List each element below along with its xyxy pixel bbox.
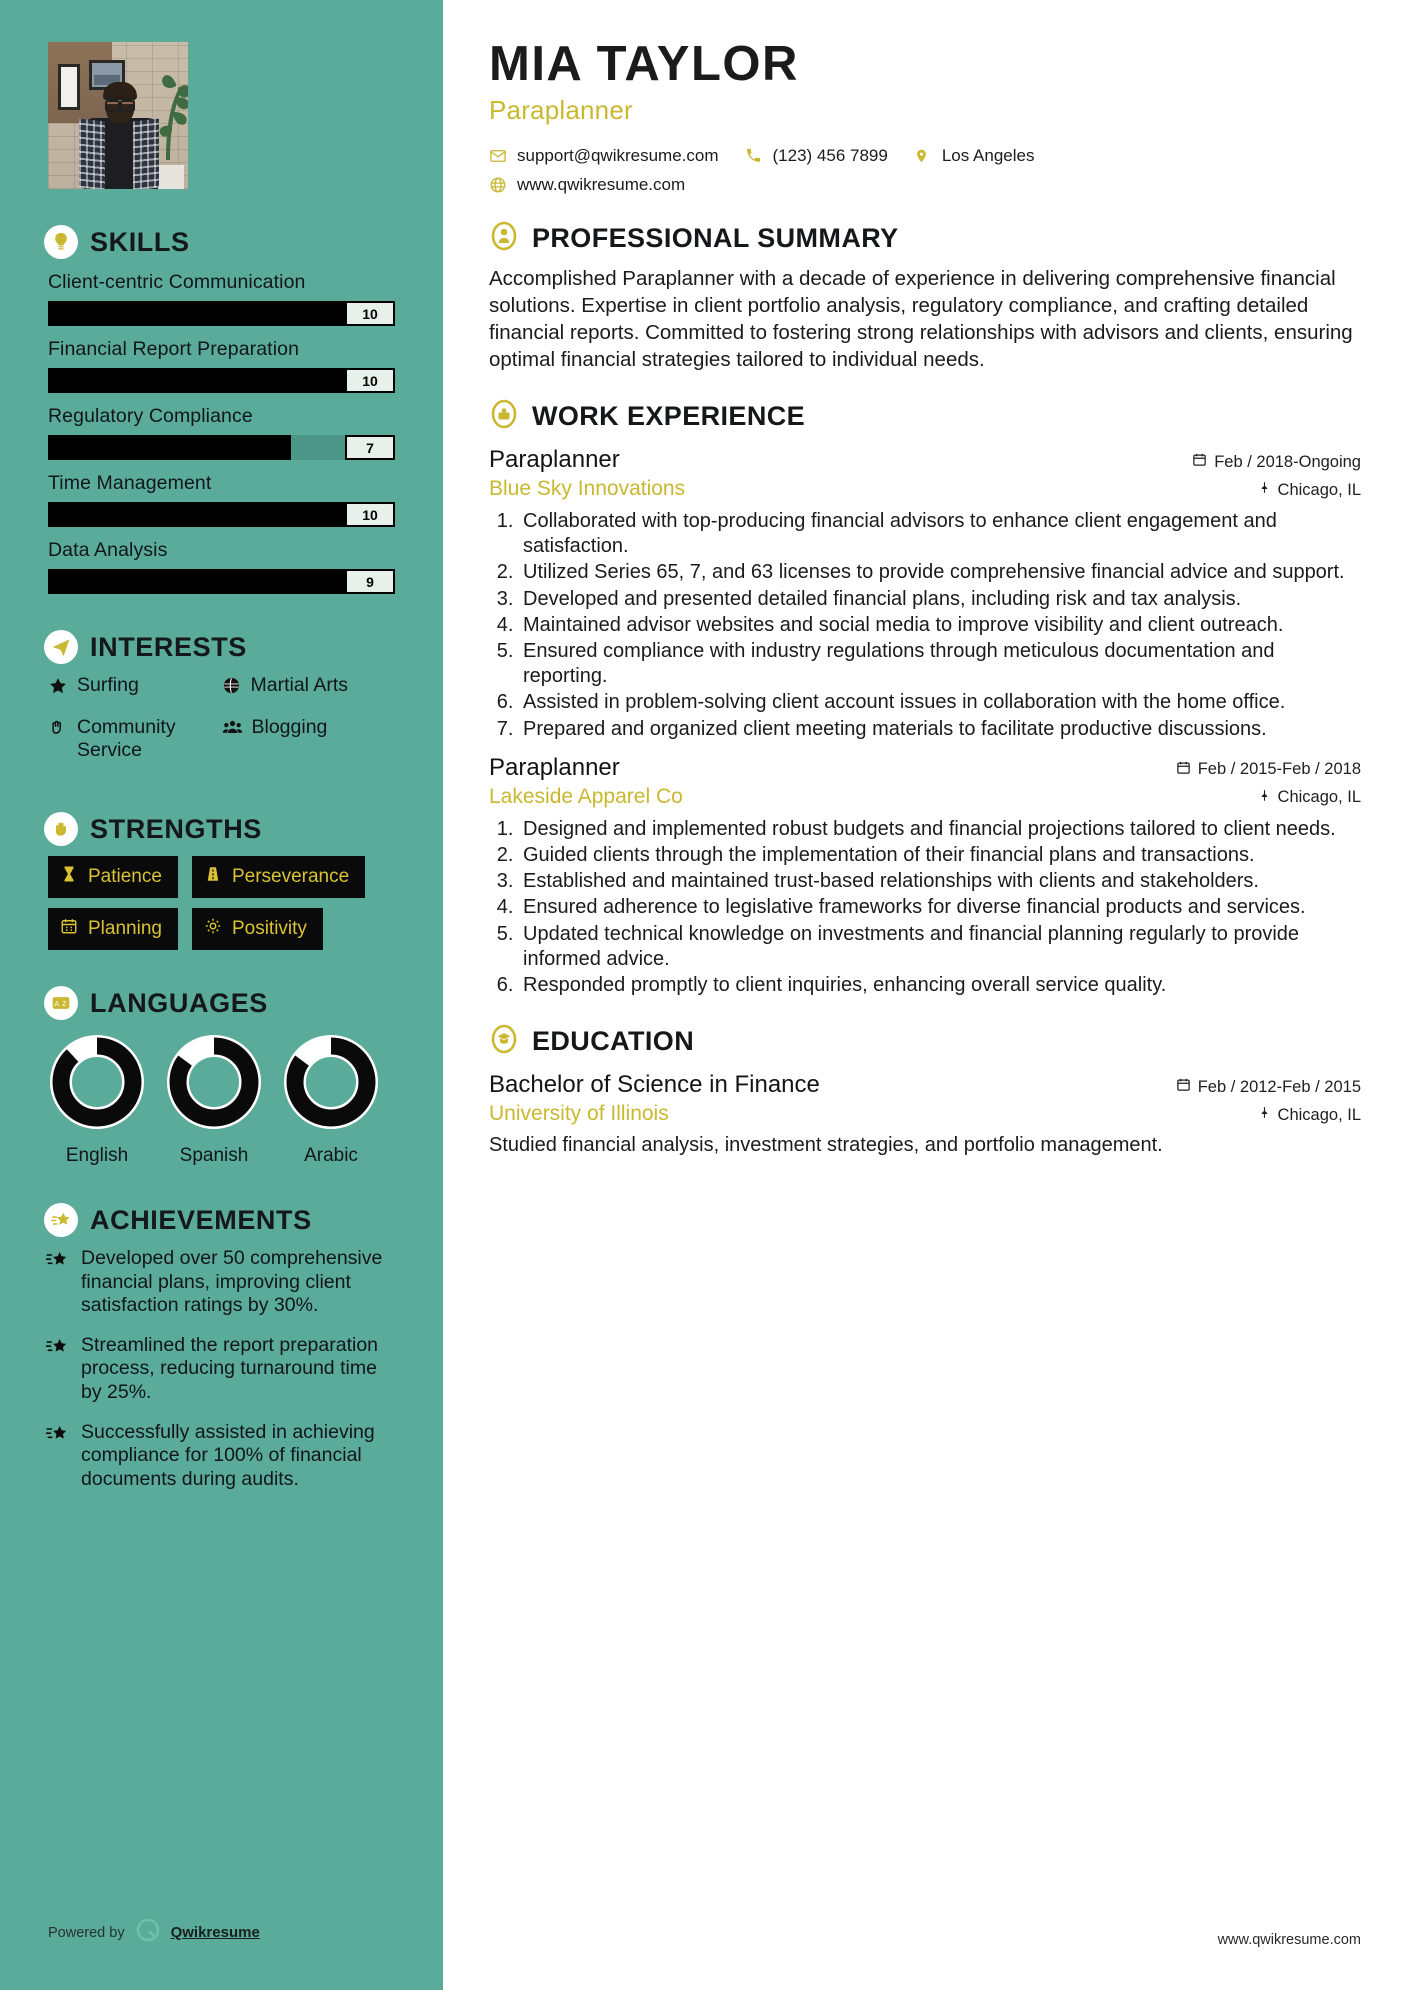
job-bullets — [519, 509, 1361, 742]
achievements-list — [46, 1247, 397, 1491]
contact-phone[interactable] — [745, 146, 888, 166]
skill-bar — [48, 368, 395, 393]
skill-label: Financial Report Preparation — [48, 338, 300, 360]
photo-person-shirt-right — [133, 119, 159, 189]
phone-icon — [745, 147, 763, 164]
person-icon — [489, 221, 519, 256]
interest-label: Blogging — [251, 716, 328, 738]
main-footer-url: www.qwikresume.com — [1217, 1932, 1361, 1948]
contact-email-text: support@qwikresume.com — [517, 145, 719, 165]
contact-email[interactable] — [489, 146, 719, 166]
interest-item — [222, 674, 396, 702]
profile-photo-image — [48, 42, 188, 189]
hourglass-icon — [60, 865, 78, 889]
education-title: EDUCATION — [532, 1026, 695, 1057]
language-donut — [49, 1034, 145, 1130]
shooting-star-icon — [46, 1424, 70, 1492]
professional-summary-section — [489, 221, 1361, 373]
skill-bar-fill — [48, 368, 395, 393]
achievements-header — [44, 1203, 443, 1237]
contact-location-text: Los Angeles — [941, 145, 1035, 165]
skill-bar — [48, 569, 395, 594]
job-bullet: 4. Maintained advisor websites and social media to improve visibility and client outreach. — [519, 613, 1361, 638]
job-date: Feb / 2018-Ongoing — [1192, 452, 1361, 472]
education-header-row — [489, 1071, 1361, 1099]
education-description: Studied financial analysis, investment strategies, and portfolio management. — [489, 1134, 1163, 1157]
language-item — [278, 1034, 384, 1167]
education-entry — [489, 1071, 1361, 1158]
sidebar — [0, 0, 443, 1990]
interest-item — [222, 716, 396, 762]
languages-list — [44, 1034, 384, 1167]
job-header — [489, 754, 1361, 782]
star-icon — [48, 676, 68, 702]
achievement-item — [46, 1247, 397, 1318]
shooting-star-icon — [46, 1424, 70, 1444]
skills-header — [44, 225, 443, 259]
fist-icon — [44, 812, 78, 846]
job-bullet: 2. Guided clients through the implementation of their financial plans and transactions. — [519, 843, 1361, 868]
skill-item — [48, 539, 395, 594]
interest-label: Surfing — [77, 674, 139, 696]
skill-item — [48, 271, 395, 326]
skill-item — [48, 405, 395, 460]
skill-bar-fill — [48, 301, 395, 326]
job-location: Chicago, IL — [1258, 788, 1361, 808]
work-experience-header — [489, 399, 1361, 434]
strength-label: Patience — [88, 866, 162, 887]
location-pin-icon — [914, 147, 932, 165]
contact-info — [489, 146, 1361, 195]
language-label: Arabic — [304, 1145, 358, 1166]
achievement-item — [46, 1334, 397, 1405]
calendar-icon — [1176, 1077, 1191, 1097]
strength-chip — [192, 908, 323, 950]
contact-row-primary — [489, 146, 1361, 166]
skill-value: 10 — [345, 301, 395, 326]
shooting-star-icon — [44, 1203, 78, 1237]
candidate-role: Paraplanner — [489, 94, 633, 125]
professional-summary-title: PROFESSIONAL SUMMARY — [532, 222, 899, 253]
main-column — [443, 0, 1407, 1990]
language-item — [161, 1034, 267, 1167]
calendar-icon — [1176, 760, 1191, 780]
skill-item — [48, 472, 395, 527]
envelope-icon — [489, 147, 507, 165]
pin-icon — [1258, 480, 1271, 500]
job-company: Lakeside Apparel Co — [489, 784, 683, 808]
contact-location — [914, 146, 1035, 166]
lightbulb-icon — [44, 225, 78, 259]
achievements-title: ACHIEVEMENTS — [90, 1204, 312, 1235]
strengths-list — [48, 856, 395, 950]
skill-value: 7 — [345, 435, 395, 460]
shooting-star-icon — [46, 1337, 70, 1357]
road-icon — [204, 865, 222, 889]
qwikresume-logo-icon — [135, 1917, 161, 1948]
job-bullet: 1. Collaborated with top-producing financial advisors to enhance client engagement and satisfaction. — [519, 509, 1361, 559]
skills-title: SKILLS — [90, 226, 190, 257]
skill-label: Client-centric Communication — [48, 271, 306, 293]
job-bullet: 3. Established and maintained trust-based relationships with clients and stakeholders. — [519, 869, 1361, 894]
strengths-title: STRENGTHS — [90, 813, 262, 844]
pin-icon — [1258, 788, 1271, 808]
skill-bar-fill — [48, 435, 291, 460]
skill-bar — [48, 502, 395, 527]
interest-label: Martial Arts — [250, 674, 349, 696]
candidate-name: MIA TAYLOR — [489, 37, 799, 91]
interests-list — [48, 674, 395, 776]
education-header — [489, 1024, 1361, 1059]
job-bullet: 6. Responded promptly to client inquiries, enhancing overall service quality. — [519, 973, 1361, 998]
languages-section — [0, 986, 443, 1167]
job-bullet: 6. Assisted in problem-solving client account issues in collaboration with the home office. — [519, 690, 1361, 715]
achievement-item — [46, 1421, 397, 1492]
contact-row-website — [489, 175, 1361, 195]
graduation-icon — [489, 1024, 519, 1059]
professional-summary-text: Accomplished Paraplanner with a decade of experience in delivering comprehensive financial solutions. Expertise in client portfolio analysis, regulatory compliance, and crafting detailed financial reports. Committed to fostering strong relationships with advisors and clients, ensuring optimal financial strategies tailored to individual needs. — [489, 266, 1353, 372]
strength-chip — [48, 856, 178, 898]
paper-plane-icon — [44, 630, 78, 664]
photo-person-glasses — [105, 98, 135, 106]
education-date: Feb / 2012-Feb / 2015 — [1176, 1077, 1361, 1097]
skill-value: 10 — [345, 502, 395, 527]
skill-label: Time Management — [48, 472, 212, 494]
translate-icon — [44, 986, 78, 1020]
job-bullet: 2. Utilized Series 65, 7, and 63 licenses to provide comprehensive financial advice and support. — [519, 560, 1361, 585]
skills-section — [0, 225, 443, 594]
language-donut — [166, 1034, 262, 1130]
languages-title: LANGUAGES — [90, 987, 268, 1018]
calendar-icon — [1192, 452, 1207, 472]
job-bullets — [519, 817, 1361, 998]
interest-label: Community Service — [77, 716, 176, 761]
photo-plant-pot — [158, 165, 184, 189]
pin-icon — [1258, 1105, 1271, 1125]
skill-label: Data Analysis — [48, 539, 168, 561]
svg-text:Z: Z — [62, 1000, 67, 1008]
strengths-section — [0, 812, 443, 950]
education-degree: Bachelor of Science in Finance — [489, 1071, 820, 1099]
photo-person-shirt-left — [79, 119, 105, 189]
job-header — [489, 446, 1361, 474]
users-icon — [222, 718, 243, 743]
svg-text:A: A — [54, 1000, 60, 1008]
work-experience-title: WORK EXPERIENCE — [532, 401, 806, 432]
skill-label: Regulatory Compliance — [48, 405, 253, 427]
education-list — [489, 1071, 1361, 1158]
interests-header — [44, 630, 443, 664]
interests-title: INTERESTS — [90, 631, 247, 662]
strength-chip — [48, 908, 178, 950]
languages-header — [44, 986, 443, 1020]
skill-bar — [48, 301, 395, 326]
job-entry — [489, 446, 1361, 742]
language-label: English — [65, 1145, 129, 1166]
job-bullet: 4. Ensured adherence to legislative frameworks for diverse financial products and services. — [519, 895, 1361, 920]
skill-item — [48, 338, 395, 393]
profile-photo — [48, 42, 188, 189]
contact-website[interactable] — [489, 175, 685, 195]
language-item — [44, 1034, 150, 1167]
powered-by-label: Powered by — [48, 1924, 125, 1941]
interest-item — [48, 716, 222, 762]
qwikresume-link[interactable]: Qwikresume — [170, 1924, 260, 1941]
strength-label: Planning — [88, 918, 162, 939]
calendar-icon — [60, 917, 78, 941]
job-subheader — [489, 785, 1361, 809]
job-bullet: 3. Developed and presented detailed financial plans, including risk and tax analysis. — [519, 587, 1361, 612]
job-subheader — [489, 477, 1361, 501]
job-location: Chicago, IL — [1258, 480, 1361, 500]
shooting-star-icon — [46, 1250, 70, 1270]
strength-label: Positivity — [231, 918, 307, 939]
photo-frame-left — [58, 64, 80, 110]
work-experience-section — [489, 399, 1361, 998]
job-entry — [489, 754, 1361, 998]
achievement-text: Streamlined the report preparation process, reducing turnaround time by 25%. — [81, 1333, 379, 1403]
education-school: University of Illinois — [489, 1102, 669, 1126]
briefcase-icon — [489, 399, 519, 434]
job-bullet: 5. Ensured compliance with industry regulations through meticulous documentation and reporting. — [519, 639, 1361, 689]
job-title: Paraplanner — [489, 753, 620, 781]
skills-list — [0, 271, 443, 594]
job-bullet: 5. Updated technical knowledge on investments and financial planning regularly to provide informed advice. — [519, 922, 1361, 972]
job-bullet: 7. Prepared and organized client meeting materials to facilitate productive discussions. — [519, 717, 1361, 742]
strength-chip — [192, 856, 365, 898]
skill-value: 10 — [345, 368, 395, 393]
education-subheader — [489, 1102, 1361, 1126]
interests-section — [0, 630, 443, 776]
skill-bar — [48, 435, 395, 460]
job-date: Feb / 2015-Feb / 2018 — [1176, 760, 1361, 780]
language-label: Spanish — [179, 1145, 249, 1166]
achievement-text: Successfully assisted in achieving compliance for 100% of financial documents during audits. — [81, 1420, 375, 1490]
hand-icon — [48, 718, 68, 743]
professional-summary-header — [489, 221, 1361, 256]
achievement-text: Developed over 50 comprehensive financial plans, improving client satisfaction ratings by 30%. — [81, 1247, 383, 1317]
education-section — [489, 1024, 1361, 1158]
strengths-header — [44, 812, 443, 846]
contact-phone-text: (123) 456 7899 — [772, 145, 888, 165]
strength-label: Perseverance — [231, 866, 350, 887]
interest-item — [48, 674, 222, 702]
job-bullet: 1. Designed and implemented robust budgets and financial projections tailored to client needs. — [519, 817, 1361, 842]
sidebar-footer — [48, 1917, 260, 1948]
shooting-star-icon — [46, 1337, 70, 1405]
contact-website-text: www.qwikresume.com — [517, 174, 686, 194]
skill-value: 9 — [345, 569, 395, 594]
language-donut — [283, 1034, 379, 1130]
job-title: Paraplanner — [489, 446, 620, 474]
skill-bar-fill — [48, 569, 360, 594]
achievements-section — [0, 1203, 443, 1491]
globe-icon — [222, 676, 242, 701]
skill-bar-fill — [48, 502, 395, 527]
gear-icon — [204, 917, 222, 941]
globe-icon — [489, 176, 507, 194]
jobs-list — [489, 446, 1361, 998]
education-location: Chicago, IL — [1258, 1105, 1361, 1125]
job-company: Blue Sky Innovations — [489, 477, 686, 501]
shooting-star-icon — [46, 1250, 70, 1318]
